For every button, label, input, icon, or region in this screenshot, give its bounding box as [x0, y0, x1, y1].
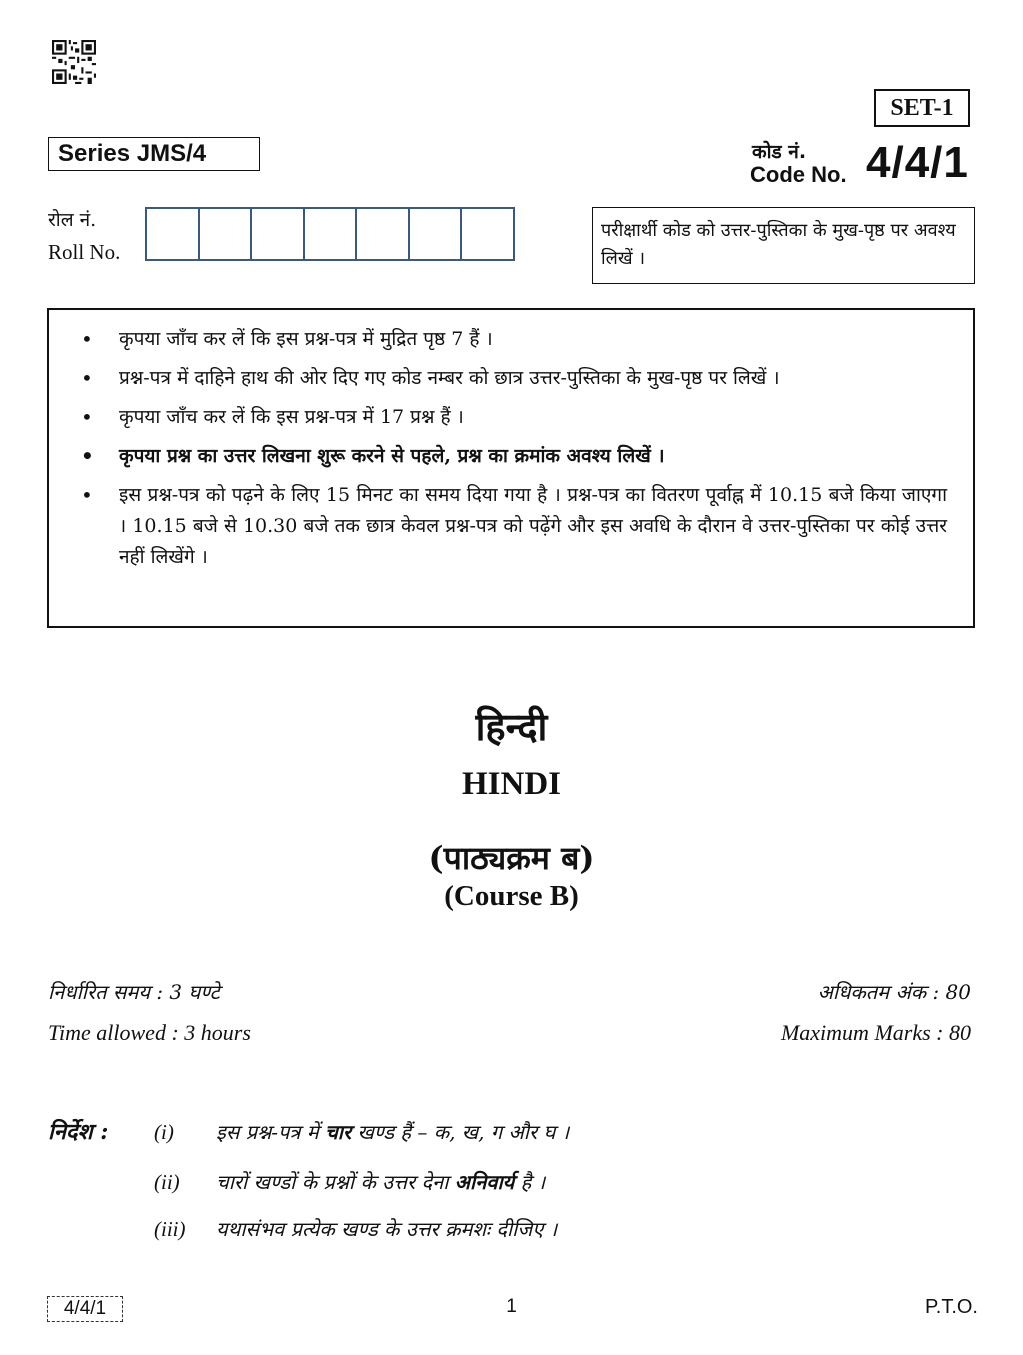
page-number: 1 [506, 1296, 517, 1317]
instruction-text: कृपया जाँच कर लें कि इस प्रश्न-पत्र में मुद्रित पृष्ठ 7 हैं । [119, 328, 493, 350]
bullet-icon: • [81, 366, 93, 390]
instruction-item [77, 441, 947, 472]
instructions-box [47, 308, 975, 628]
roll-number-boxes[interactable] [145, 207, 515, 261]
series-label: Series JMS/4 [48, 137, 260, 171]
roll-label-english: Roll No. [48, 240, 121, 264]
bullet-icon: • [81, 405, 93, 429]
bullet-icon: • [81, 483, 93, 507]
roll-digit-box[interactable] [410, 209, 463, 259]
instruction-item [77, 402, 947, 433]
instruction-text: कृपया जाँच कर लें कि इस प्रश्न-पत्र में 17 प्रश्न हैं । [119, 406, 464, 428]
max-marks-english: Maximum Marks : 80 [780, 1020, 971, 1045]
direction-text: चारों खण्डों के प्रश्नों के उत्तर देना अनिवार्य है । [216, 1170, 546, 1194]
roll-digit-box[interactable] [252, 209, 305, 259]
time-allowed-hindi: निर्धारित समय : 3 घण्टे [48, 980, 220, 1004]
roll-digit-box[interactable] [462, 209, 513, 259]
footer-code: 4/4/1 [47, 1296, 123, 1322]
max-marks-hindi: अधिकतम अंक : 80 [817, 980, 971, 1004]
examinee-code-note: परीक्षार्थी कोड को उत्तर-पुस्तिका के मुख-पृष्ठ पर अवश्य लिखें । [592, 207, 975, 284]
please-turn-over: P.T.O. [925, 1296, 978, 1318]
bullet-icon: • [81, 327, 93, 351]
course-title-hindi: (पाठ्यक्रम ब) [428, 839, 595, 877]
roll-label-hindi: रोल नं. [48, 209, 97, 231]
set-label: SET-1 [874, 89, 970, 127]
instruction-text: प्रश्न-पत्र में दाहिने हाथ की ओर दिए गए कोड नम्बर को छात्र उत्तर-पुस्तिका के मुख-पृष्ठ पर लिखें । [119, 367, 780, 389]
directions-label: निर्देश : [48, 1119, 109, 1145]
subject-title-hindi: हिन्दी [475, 704, 548, 749]
direction-number: (iii) [154, 1217, 186, 1241]
instruction-item [77, 324, 947, 355]
instruction-text: इस प्रश्न-पत्र को पढ़ने के लिए 15 मिनट का समय दिया गया है । प्रश्न-पत्र का वितरण पूर्वाह्न में 10.15 बजे किया जाएगा । 10.15 बजे से 10.30 बजे तक छात्र केवल प्रश्न-पत्र को पढ़ेंगे और इस अवधि के दौरान वे उत्तर-पुस्तिका पर कोई उत्तर नहीं लिखेंगे । [119, 484, 947, 568]
direction-number: (i) [154, 1120, 174, 1144]
instruction-item [77, 363, 947, 394]
code-label-hindi: कोड नं. [752, 141, 807, 163]
code-label-english: Code No. [750, 162, 847, 187]
instruction-item [77, 480, 947, 573]
roll-digit-box[interactable] [200, 209, 253, 259]
direction-text: यथासंभव प्रत्येक खण्ड के उत्तर क्रमशः दीजिए । [216, 1217, 558, 1241]
code-number: 4/4/1 [866, 138, 969, 187]
qr-code-icon [52, 40, 96, 84]
direction-number: (ii) [154, 1170, 180, 1194]
direction-text: इस प्रश्न-पत्र में चार खण्ड हैं – क, ख, ग और घ । [216, 1120, 570, 1144]
roll-digit-box[interactable] [305, 209, 358, 259]
time-allowed-english: Time allowed : 3 hours [48, 1020, 251, 1045]
instruction-text: कृपया प्रश्न का उत्तर लिखना शुरू करने से पहले, प्रश्न का क्रमांक अवश्य लिखें । [119, 445, 665, 467]
course-title-english: (Course B) [444, 880, 579, 912]
subject-title-english: HINDI [461, 766, 562, 802]
bullet-icon: • [81, 444, 94, 468]
roll-digit-box[interactable] [147, 209, 200, 259]
roll-digit-box[interactable] [357, 209, 410, 259]
